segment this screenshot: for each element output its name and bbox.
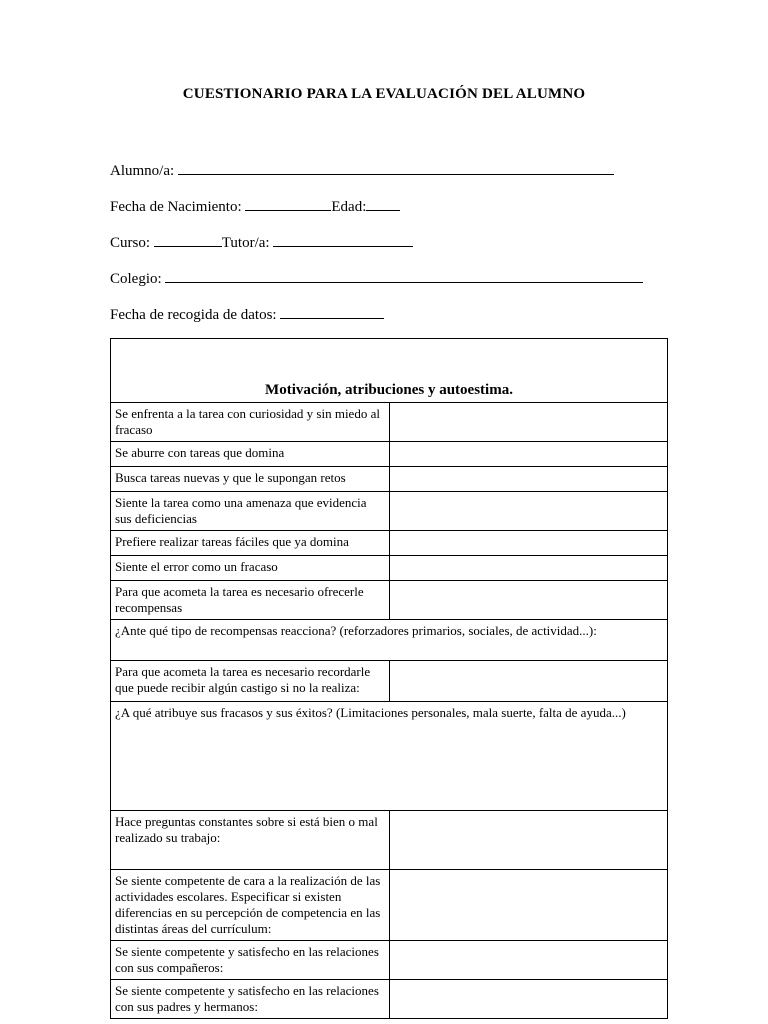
answer-cell[interactable] <box>389 442 668 467</box>
fecha-recogida-blank[interactable] <box>280 302 384 319</box>
question-text: Prefiere realizar tareas fáciles que ya domina <box>111 531 390 556</box>
table-row <box>111 531 668 556</box>
document-title: CUESTIONARIO PARA LA EVALUACIÓN DEL ALUMNO <box>182 86 586 102</box>
field-curso-tutor <box>110 230 670 266</box>
table-row <box>111 980 668 1019</box>
answer-cell[interactable] <box>389 403 668 442</box>
colegio-blank[interactable] <box>165 266 643 283</box>
table-row <box>111 941 668 980</box>
table-row <box>111 467 668 492</box>
section-heading: Motivación, atribuciones y autoestima. <box>111 339 668 403</box>
question-text: Hace preguntas constantes sobre si está bien o mal realizado su trabajo: <box>111 811 390 870</box>
question-text: Se siente competente y satisfecho en las relaciones con sus compañeros: <box>111 941 390 980</box>
question-text[interactable]: ¿A qué atribuye sus fracasos y sus éxitos? (Limitaciones personales, mala suerte, falta de ayuda...) <box>111 702 668 811</box>
question-text: Se siente competente de cara a la realización de las actividades escolares. Especificar si existen diferencias en su percepción de competencia en las distintas áreas del currículum: <box>111 870 390 941</box>
table-row <box>111 870 668 941</box>
table-row <box>111 581 668 620</box>
answer-cell[interactable] <box>389 941 668 980</box>
curso-label: Curso: <box>110 235 151 251</box>
table-row <box>111 811 668 870</box>
fecha-nacimiento-label: Fecha de Nacimiento: <box>110 199 242 215</box>
answer-cell[interactable] <box>389 870 668 941</box>
table-row <box>111 403 668 442</box>
question-text: Se enfrenta a la tarea con curiosidad y sin miedo al fracaso <box>111 403 390 442</box>
field-colegio <box>110 266 670 302</box>
colegio-label: Colegio: <box>110 271 162 287</box>
alumno-label: Alumno/a: <box>110 163 175 179</box>
question-text: Para que acometa la tarea es necesario recordarle que puede recibir algún castigo si no la realiza: <box>111 661 390 702</box>
question-text: Se aburre con tareas que domina <box>111 442 390 467</box>
fecha-nacimiento-blank[interactable] <box>245 194 331 211</box>
field-fecha-nacimiento <box>110 194 670 230</box>
table-row <box>111 556 668 581</box>
table-row <box>111 661 668 702</box>
table-header-row <box>111 339 668 403</box>
alumno-blank[interactable] <box>178 158 614 175</box>
answer-cell[interactable] <box>389 531 668 556</box>
question-text: Siente el error como un fracaso <box>111 556 390 581</box>
student-info-fields <box>110 158 670 338</box>
question-text: Se siente competente y satisfecho en las relaciones con sus padres y hermanos: <box>111 980 390 1019</box>
question-text: Siente la tarea como una amenaza que evidencia sus deficiencias <box>111 492 390 531</box>
field-alumno <box>110 158 670 194</box>
table-row <box>111 492 668 531</box>
edad-label: Edad: <box>331 199 367 215</box>
tutor-label: Tutor/a: <box>221 235 270 251</box>
answer-cell[interactable] <box>389 467 668 492</box>
answer-cell[interactable] <box>389 581 668 620</box>
questionnaire-table <box>110 338 668 1019</box>
question-text[interactable]: ¿Ante qué tipo de recompensas reacciona? (reforzadores primarios, sociales, de actividad...): <box>111 620 668 661</box>
answer-cell[interactable] <box>389 661 668 702</box>
answer-cell[interactable] <box>389 980 668 1019</box>
tutor-blank[interactable] <box>273 230 413 247</box>
field-fecha-recogida <box>110 302 670 338</box>
fecha-recogida-label: Fecha de recogida de datos: <box>110 307 277 323</box>
curso-blank[interactable] <box>154 230 222 247</box>
table-row <box>111 620 668 661</box>
answer-cell[interactable] <box>389 492 668 531</box>
question-text: Busca tareas nuevas y que le supongan retos <box>111 467 390 492</box>
table-row <box>111 702 668 811</box>
table-row <box>111 442 668 467</box>
answer-cell[interactable] <box>389 556 668 581</box>
edad-blank[interactable] <box>366 194 400 211</box>
answer-cell[interactable] <box>389 811 668 870</box>
question-text: Para que acometa la tarea es necesario ofrecerle recompensas <box>111 581 390 620</box>
